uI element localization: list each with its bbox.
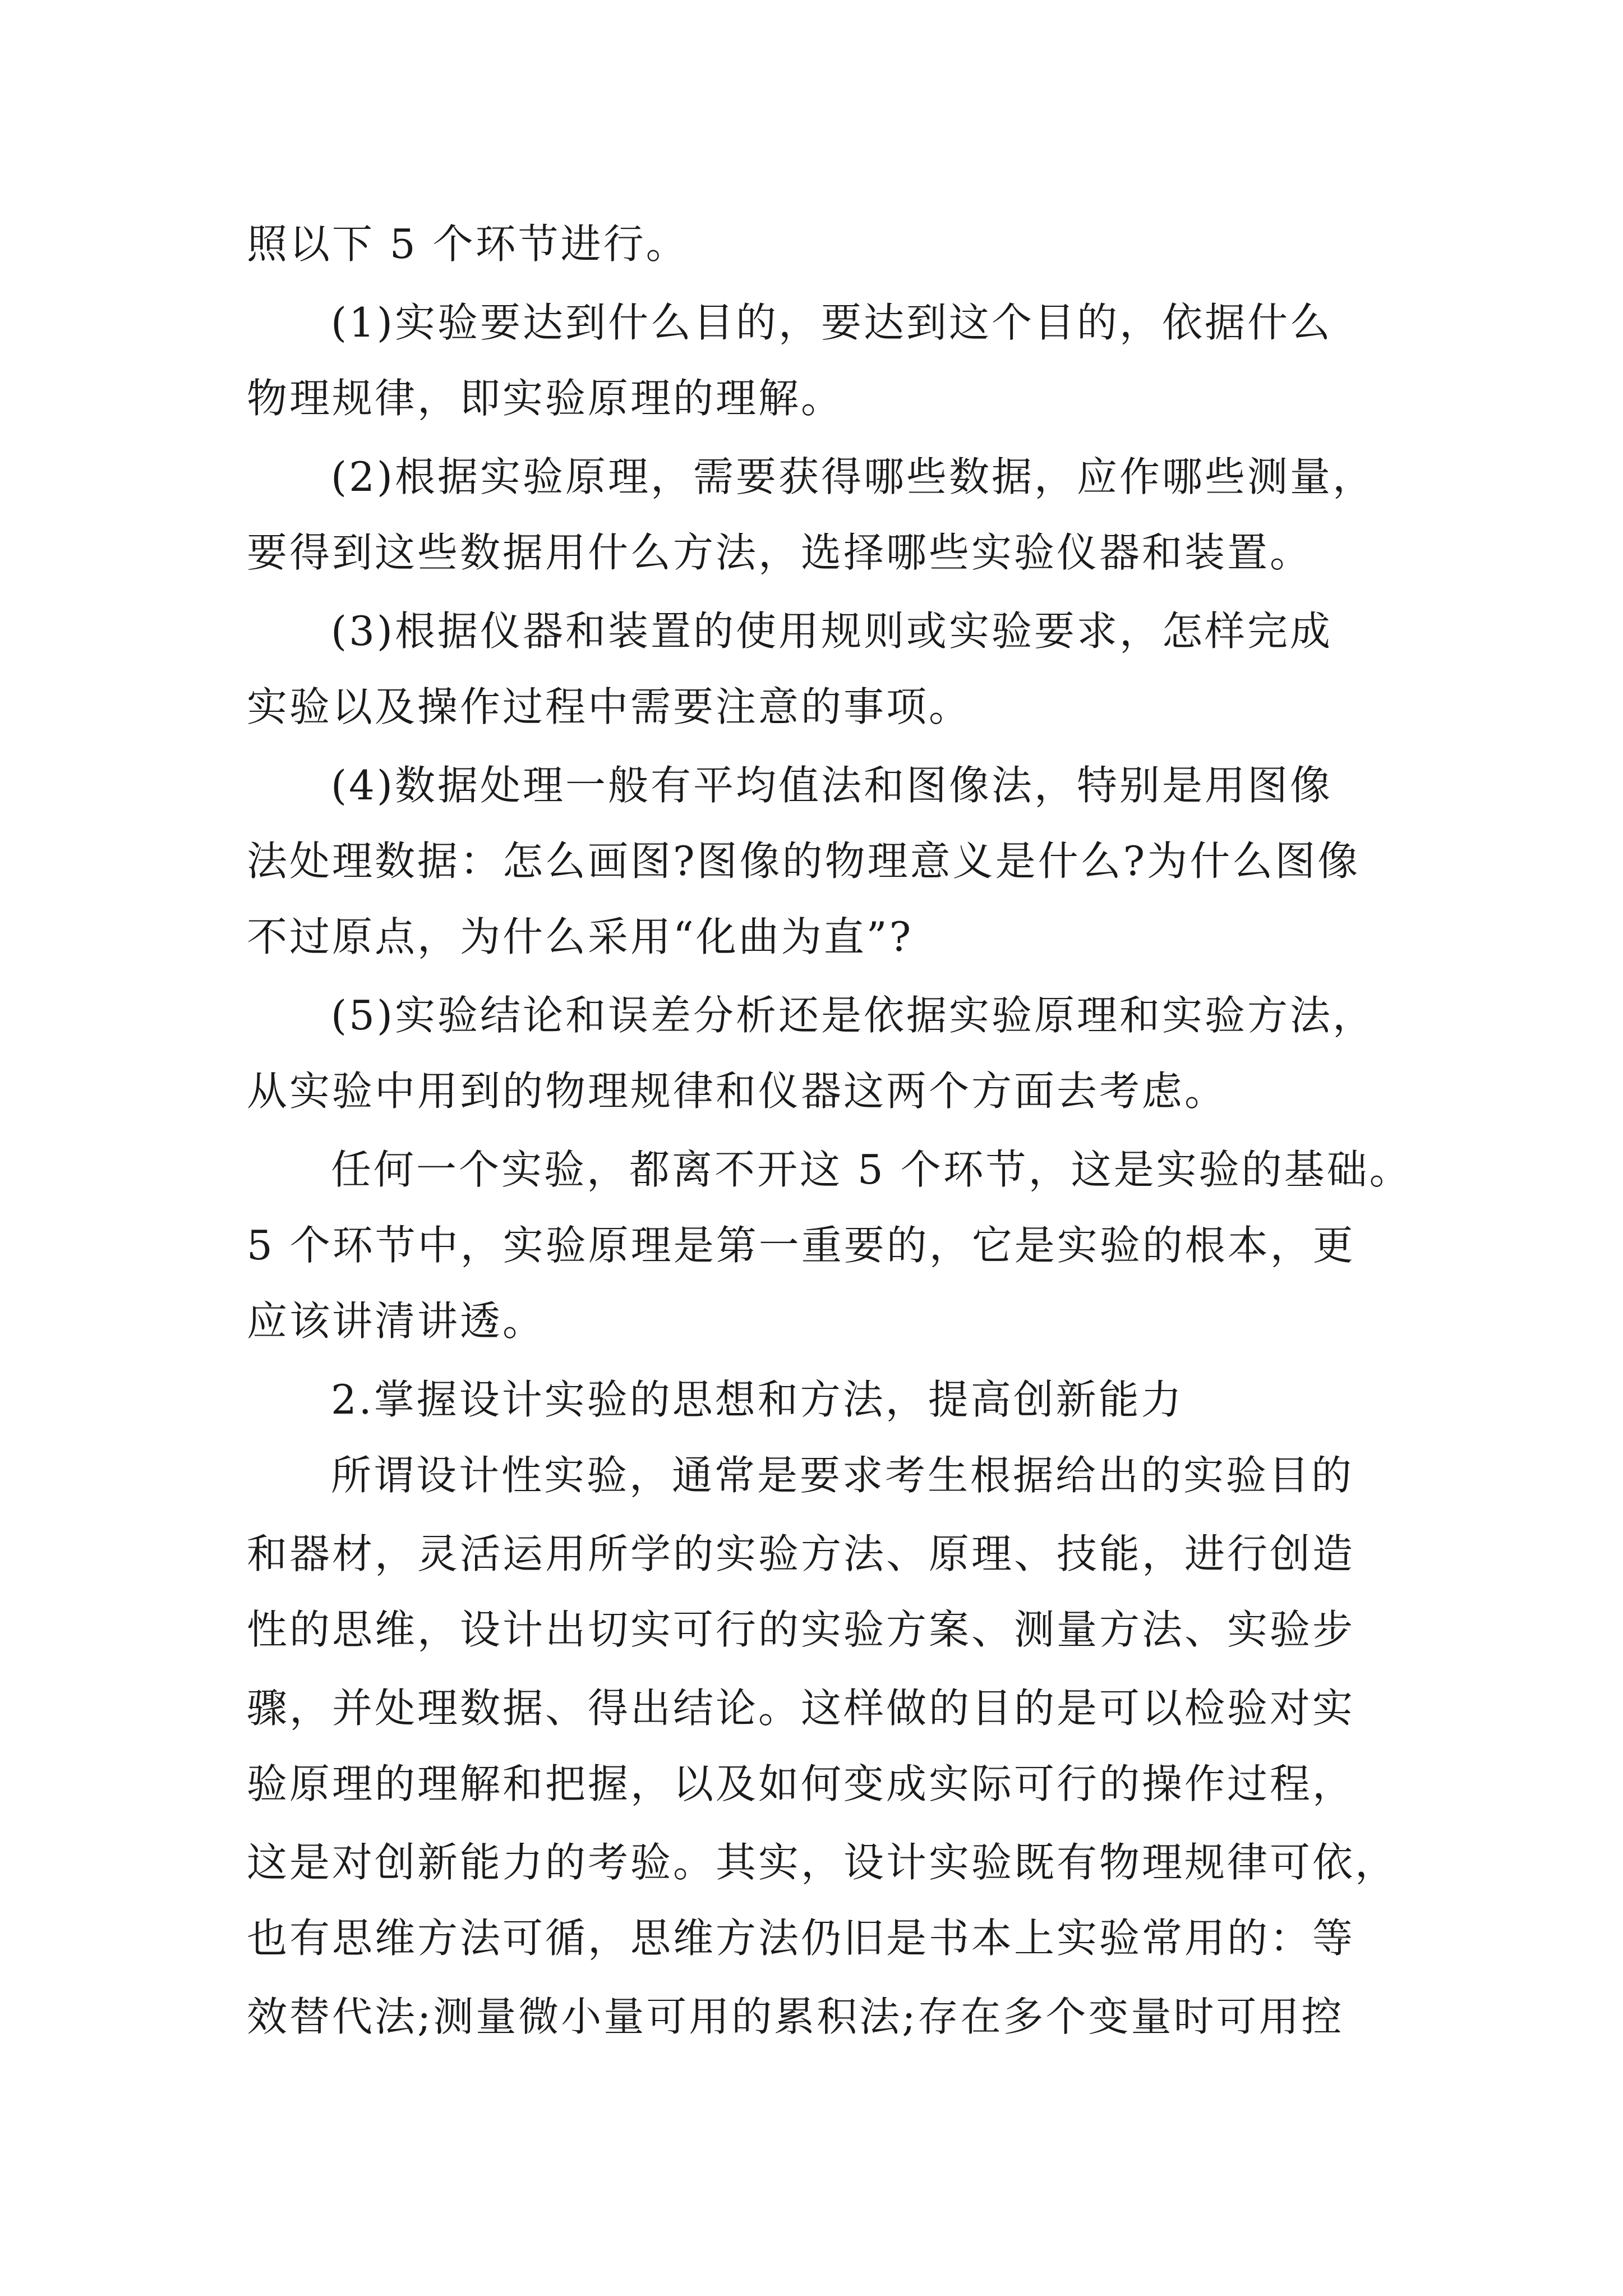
text-line: 效替代法;测量微小量可用的累积法;存在多个变量时可用控	[247, 1993, 1344, 2040]
text-line: (4)数据处理一般有平均值法和图像法，特别是用图像	[331, 762, 1332, 809]
text-line: 从实验中用到的物理规律和仪器这两个方面去考虑。	[247, 1068, 1228, 1115]
text-line: 和器材，灵活运用所学的实验方法、原理、技能，进行创造	[247, 1530, 1355, 1577]
text-line: 实验以及操作过程中需要注意的事项。	[247, 683, 972, 730]
text-line: 骤，并处理数据、得出结论。这样做的目的是可以检验对实	[247, 1685, 1355, 1732]
text-line: 要得到这些数据用什么方法，选择哪些实验仪器和装置。	[247, 529, 1313, 576]
text-line: (2)根据实验原理，需要获得哪些数据，应作哪些测量，	[331, 453, 1375, 500]
text-line: (1)实验要达到什么目的，要达到这个目的，依据什么	[331, 299, 1332, 346]
text-line: 性的思维，设计出切实可行的实验方案、测量方法、实验步	[247, 1606, 1355, 1653]
section-heading: 2.掌握设计实验的思想和方法，提高创新能力	[331, 1376, 1184, 1423]
text-line: 应该讲清讲透。	[247, 1297, 546, 1345]
text-line: 任何一个实验，都离不开这 5 个环节，这是实验的基础。	[331, 1146, 1412, 1193]
text-line: 也有思维方法可循，思维方法仍旧是书本上实验常用的：等	[247, 1915, 1355, 1962]
text-line: 这是对创新能力的考验。其实，设计实验既有物理规律可依，	[247, 1839, 1398, 1886]
text-line: 5 个环节中，实验原理是第一重要的，它是实验的根本，更	[247, 1222, 1355, 1269]
text-line: (5)实验结论和误差分析还是依据实验原理和实验方法，	[331, 992, 1375, 1039]
text-line: 照以下 5 个环节进行。	[247, 220, 689, 268]
text-line: 所谓设计性实验，通常是要求考生根据给出的实验目的	[331, 1452, 1354, 1499]
text-line: (3)根据仪器和装置的使用规则或实验要求，怎样完成	[331, 608, 1332, 655]
text-line: 法处理数据：怎么画图?图像的物理意义是什么?为什么图像	[247, 838, 1361, 885]
text-line: 物理规律，即实验原理的理解。	[247, 375, 844, 422]
text-line: 验原理的理解和把握，以及如何变成实际可行的操作过程，	[247, 1760, 1355, 1807]
text-line: 不过原点，为什么采用“化曲为直”?	[247, 913, 914, 960]
